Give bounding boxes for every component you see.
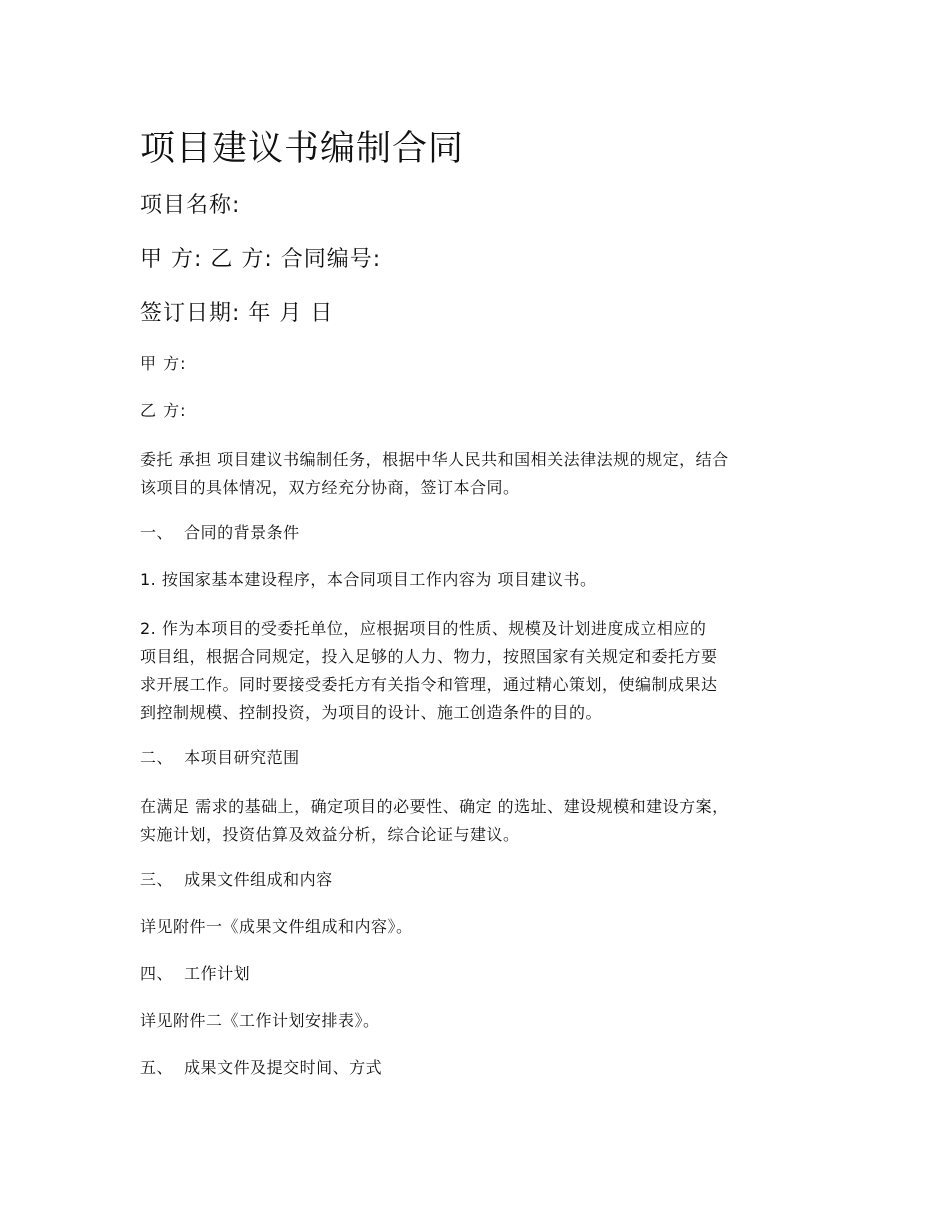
project-name-line: 项目名称: (140, 193, 241, 218)
parties-line: 甲 方: 乙 方: 合同编号: (140, 247, 382, 272)
paragraph-line: 委托 承担 项目建议书编制任务，根据中华人民共和国相关法律法规的规定，结合 (140, 450, 729, 469)
paragraph-line: 实施计划，投资估算及效益分析，综合论证与建议。 (140, 825, 520, 844)
document-title: 项目建议书编制合同 (140, 129, 465, 169)
intro-paragraph (140, 446, 830, 502)
section-heading-1: 一、 合同的背景条件 (140, 523, 300, 542)
sign-date-line: 签订日期: 年 月 日 (140, 301, 334, 326)
section-heading-5: 五、 成果文件及提交时间、方式 (140, 1058, 383, 1077)
section-2-paragraph (140, 793, 830, 849)
paragraph-line: 求开展工作。同时要接受委托方有关指令和管理，通过精心策划，使编制成果达 (140, 675, 718, 694)
party-b-label: 乙 方: (140, 401, 187, 420)
paragraph-line: 该项目的具体情况，双方经充分协商，签订本合同。 (140, 478, 520, 497)
section-heading-4: 四、 工作计划 (140, 964, 251, 983)
document-body (140, 124, 830, 1103)
section-1-item-1: 1. 按国家基本建设程序，本合同项目工作内容为 项目建议书。 (140, 570, 597, 589)
paragraph-line: 项目组，根据合同规定，投入足够的人力、物力，按照国家有关规定和委托方要 (140, 647, 718, 666)
section-1-item-2 (140, 615, 830, 727)
section-3-paragraph: 详见附件一《成果文件组成和内容》。 (140, 917, 413, 936)
section-heading-3: 三、 成果文件组成和内容 (140, 870, 333, 889)
paragraph-line: 在满足 需求的基础上，确定项目的必要性、确定 的选址、建设规模和建设方案， (140, 797, 729, 816)
section-4-paragraph: 详见附件二《工作计划安排表》。 (140, 1011, 380, 1030)
section-heading-2: 二、 本项目研究范围 (140, 748, 300, 767)
paragraph-line: 2. 作为本项目的受委托单位，应根据项目的性质、规模及计划进度成立相应的 (140, 619, 707, 638)
party-a-label: 甲 方: (140, 354, 187, 373)
paragraph-line: 到控制规模、控制投资，为项目的设计、施工创造条件的目的。 (140, 703, 603, 722)
